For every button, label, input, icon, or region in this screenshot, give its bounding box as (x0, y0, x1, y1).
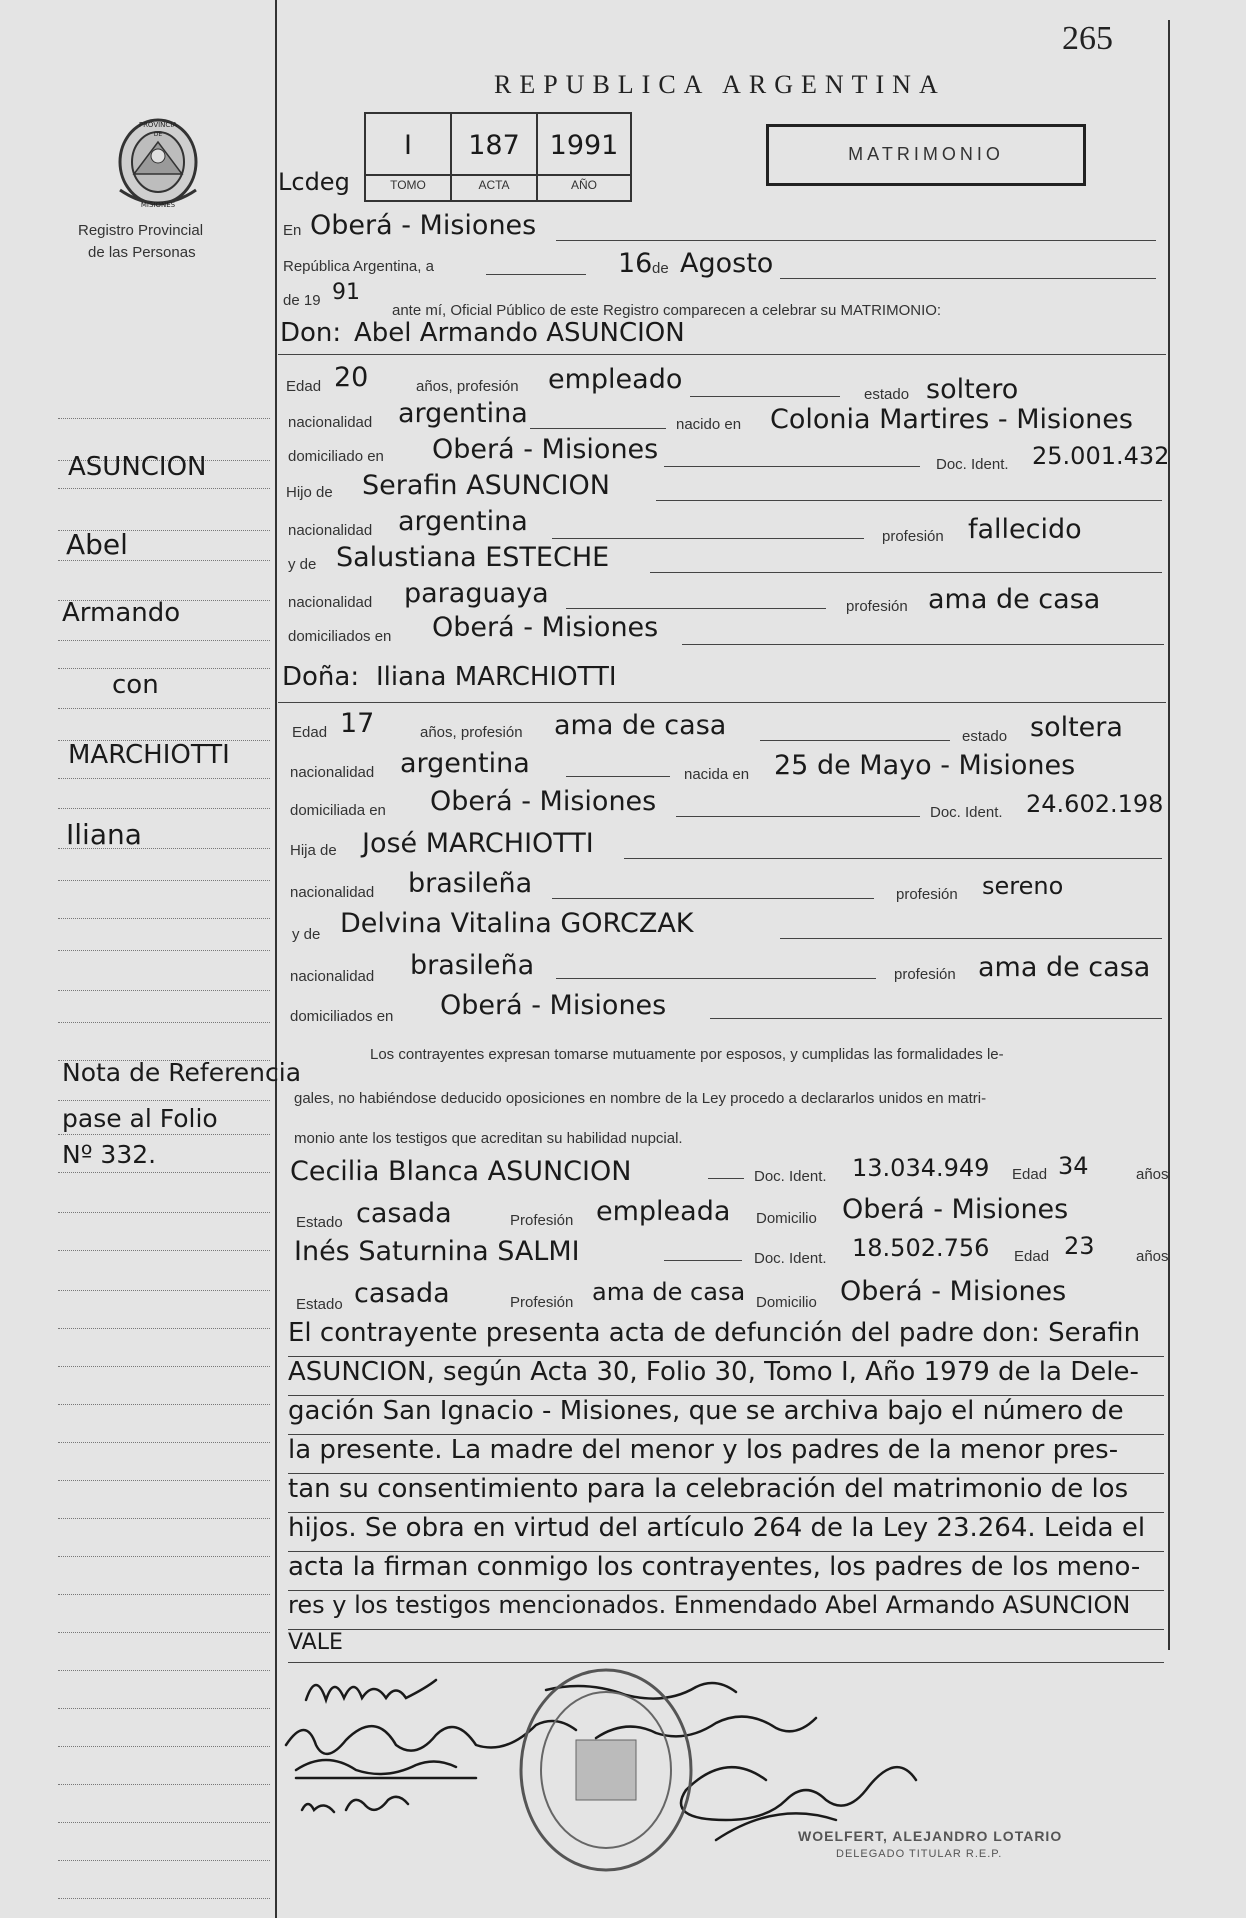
tomo-label: TOMO (390, 178, 426, 192)
signature-mother-groom (596, 1717, 816, 1738)
bride-title: Doña: (282, 662, 360, 692)
witness2-profession-label: Profesión (510, 1294, 574, 1311)
groom-mother-label: y de (288, 556, 317, 573)
groom-birthplace: Colonia Martires - Misiones (770, 404, 1133, 435)
observation-line: El contrayente presenta acta de defunción del padre don: Serafin (288, 1318, 1164, 1357)
bride-father-profession: sereno (982, 872, 1064, 900)
groom-doc-label: Doc. Ident. (936, 456, 1009, 473)
bride-mother-profession: ama de casa (978, 952, 1151, 983)
year-suffix: 91 (332, 280, 360, 305)
groom-mother-nationality: paraguaya (404, 578, 549, 609)
year-prefix: de 19 (283, 292, 321, 309)
declaration-line1: Los contrayentes expresan tomarse mutuamente por esposos, y cumplidas las formalidades le- (370, 1046, 1004, 1063)
margin-surname: ASUNCION (68, 452, 207, 482)
witness2-profession: ama de casa (592, 1278, 746, 1306)
margin-divider (275, 0, 277, 1918)
witness1-profession: empleada (596, 1196, 731, 1227)
observations-block (288, 1318, 1164, 1663)
bride-doc-label: Doc. Ident. (930, 804, 1003, 821)
witness2-age: 23 (1064, 1232, 1095, 1260)
bride-father: José MARCHIOTTI (362, 828, 594, 859)
signature-father (296, 1760, 476, 1778)
bride-mother-profession-label: profesión (894, 966, 956, 983)
reference-note-line2: pase al Folio (62, 1104, 218, 1133)
groom-father: Serafin ASUNCION (362, 470, 610, 501)
witness2-status-label: Estado (296, 1296, 343, 1313)
signatures-area (276, 1660, 1166, 1918)
witness2-doc: 18.502.756 (852, 1234, 990, 1262)
observation-line: acta la firman conmigo los contrayentes, los padres de los meno- (288, 1552, 1164, 1591)
ano-label: AÑO (570, 178, 597, 192)
witness2-years-label: años (1136, 1248, 1169, 1265)
margin-middle-name: Armando (62, 598, 181, 628)
bride-profession-label: años, profesión (420, 724, 523, 741)
acta-label: ACTA (478, 178, 510, 192)
registry-name-line2: de las Personas (88, 244, 196, 261)
act-type: MATRIMONIO (848, 144, 1004, 164)
witness2-doc-label: Doc. Ident. (754, 1250, 827, 1267)
bride-status-label: estado (962, 728, 1008, 745)
signature-bride (286, 1721, 576, 1754)
page-number: 265 (1062, 20, 1113, 57)
witness1-domicile-label: Domicilio (756, 1210, 817, 1227)
bride-nationality: argentina (400, 748, 530, 779)
province-seal-icon (110, 112, 206, 212)
witness2-domicile: Oberá - Misiones (840, 1276, 1067, 1307)
tomo-value: I (404, 130, 412, 161)
witness1-name: Cecilia Blanca ASUNCION (290, 1156, 632, 1187)
groom-status-label: estado (864, 386, 910, 403)
margin-first-name: Abel (66, 528, 128, 561)
observation-line: la presente. La madre del menor y los padres de la menor pres- (288, 1435, 1164, 1474)
groom-status: soltero (926, 374, 1019, 405)
registry-name-line1: Registro Provincial (78, 222, 204, 239)
prefix-code: Lcdeg (278, 168, 350, 196)
bride-nationality-label: nacionalidad (290, 764, 375, 781)
intro-statement: ante mí, Oficial Público de este Registro comparecen a celebrar su MATRIMONIO: (392, 302, 942, 319)
bride-father-nationality: brasileña (408, 868, 533, 899)
observation-line: tan su consentimiento para la celebración del matrimonio de los (288, 1474, 1164, 1513)
margin-connector: con (112, 670, 159, 700)
groom-domicile-label: domiciliado en (288, 448, 384, 465)
reference-note-line3: Nº 332. (62, 1140, 157, 1169)
observation-line: hijos. Se obra en virtud del artículo 264 de la Ley 23.264. Leida el (288, 1513, 1164, 1552)
groom-nationality: argentina (398, 398, 528, 429)
declaration-line2: gales, no habiéndose deducido oposiciones en nombre de la Ley procedo a declararlos unidos en matri- (294, 1090, 987, 1107)
witness1-domicile: Oberá - Misiones (842, 1194, 1069, 1225)
right-border (1168, 20, 1170, 1650)
witness2-status: casada (354, 1278, 450, 1309)
groom-born-label: nacido en (676, 416, 742, 433)
observation-line: gación San Ignacio - Misiones, que se archiva bajo el número de (288, 1396, 1164, 1435)
bride-born-label: nacida en (684, 766, 750, 783)
margin-bride-surname: MARCHIOTTI (68, 740, 230, 770)
groom-profession-label: años, profesión (416, 378, 519, 395)
witness1-status-label: Estado (296, 1214, 343, 1231)
seal-text-bottom: MISIONES (140, 201, 176, 209)
groom-father-nationality: argentina (398, 506, 528, 537)
official-stamp-name: WOELFERT, ALEJANDRO LOTARIO (798, 1828, 1063, 1844)
day-value: 16 (618, 248, 653, 279)
signature-groom (306, 1680, 436, 1700)
observation-line: VALE (288, 1630, 1164, 1663)
groom-mother-profession-label: profesión (846, 598, 908, 615)
bride-father-profession-label: profesión (896, 886, 958, 903)
place-value: Oberá - Misiones (310, 210, 537, 241)
bride-mother-label: y de (292, 926, 321, 943)
bride-father-label: Hija de (290, 842, 337, 859)
observation-line: ASUNCION, según Acta 30, Folio 30, Tomo I, Año 1979 de la Dele- (288, 1357, 1164, 1396)
observation-line: res y los testigos mencionados. Enmendado Abel Armando ASUNCION (288, 1591, 1164, 1630)
signature-mother (546, 1683, 736, 1699)
margin-bride-name: Iliana (66, 818, 142, 851)
seal-text-top: PROVINCIA (138, 121, 178, 129)
country-heading: REPUBLICA ARGENTINA (494, 70, 946, 99)
bride-status: soltera (1030, 712, 1123, 743)
reference-note-line1: Nota de Referencia (62, 1058, 302, 1087)
official-stamp-title: DELEGADO TITULAR R.E.P. (836, 1848, 1003, 1860)
witness1-profession-label: Profesión (510, 1212, 574, 1229)
groom-nationality-label: nacionalidad (288, 414, 373, 431)
groom-profession: empleado (548, 364, 683, 395)
bride-mother: Delvina Vitalina GORCZAK (340, 908, 694, 939)
acta-value: 187 (468, 130, 520, 161)
witness1-status: casada (356, 1198, 452, 1229)
bride-age-label: Edad (292, 724, 328, 741)
bride-father-nationality-label: nacionalidad (290, 884, 375, 901)
bride-name: Iliana MARCHIOTTI (376, 662, 617, 692)
bride-mother-nationality-label: nacionalidad (290, 968, 375, 985)
witness2-name: Inés Saturnina SALMI (294, 1236, 580, 1267)
groom-title: Don: (280, 318, 342, 348)
bride-domicile: Oberá - Misiones (430, 786, 657, 817)
groom-father-nationality-label: nacionalidad (288, 522, 373, 539)
groom-doc: 25.001.432 (1032, 442, 1170, 470)
bride-doc: 24.602.198 (1026, 790, 1164, 818)
groom-mother-nationality-label: nacionalidad (288, 594, 373, 611)
declaration-line3: monio ante los testigos que acreditan su habilidad nupcial. (294, 1130, 683, 1147)
groom-parents-domicile: Oberá - Misiones (432, 612, 659, 643)
seal-text-middle: DE (153, 131, 163, 138)
bride-age: 17 (340, 708, 375, 739)
groom-name: Abel Armando ASUNCION (354, 318, 685, 348)
signature-witness (302, 1797, 408, 1812)
witness1-doc-label: Doc. Ident. (754, 1168, 827, 1185)
en-label: En (283, 222, 302, 239)
witness1-doc: 13.034.949 (852, 1154, 990, 1182)
date-prefix: República Argentina, a (283, 258, 434, 275)
witness1-years-label: años (1136, 1166, 1169, 1183)
bride-parents-domicile: Oberá - Misiones (440, 990, 667, 1021)
de-label: de (652, 260, 669, 277)
witness2-domicile-label: Domicilio (756, 1294, 817, 1311)
groom-father-profession-label: profesión (882, 528, 944, 545)
record-number-box (364, 112, 632, 202)
groom-mother: Salustiana ESTECHE (336, 542, 610, 573)
ano-value: 1991 (549, 130, 619, 161)
witness1-age-label: Edad (1012, 1166, 1048, 1183)
groom-parents-domicile-label: domiciliados en (288, 628, 392, 645)
groom-domicile: Oberá - Misiones (432, 434, 659, 465)
witness2-age-label: Edad (1014, 1248, 1050, 1265)
bride-birthplace: 25 de Mayo - Misiones (774, 750, 1076, 781)
groom-father-label: Hijo de (286, 484, 333, 501)
bride-mother-nationality: brasileña (410, 950, 535, 981)
act-type-box (766, 124, 1086, 186)
month-value: Agosto (680, 248, 774, 279)
groom-mother-profession: ama de casa (928, 584, 1101, 615)
bride-profession: ama de casa (554, 710, 727, 741)
groom-father-profession: fallecido (968, 514, 1082, 545)
bride-domicile-label: domiciliada en (290, 802, 386, 819)
witness1-age: 34 (1058, 1152, 1089, 1180)
groom-age: 20 (334, 362, 369, 393)
bride-parents-domicile-label: domiciliados en (290, 1008, 394, 1025)
groom-age-label: Edad (286, 378, 322, 395)
